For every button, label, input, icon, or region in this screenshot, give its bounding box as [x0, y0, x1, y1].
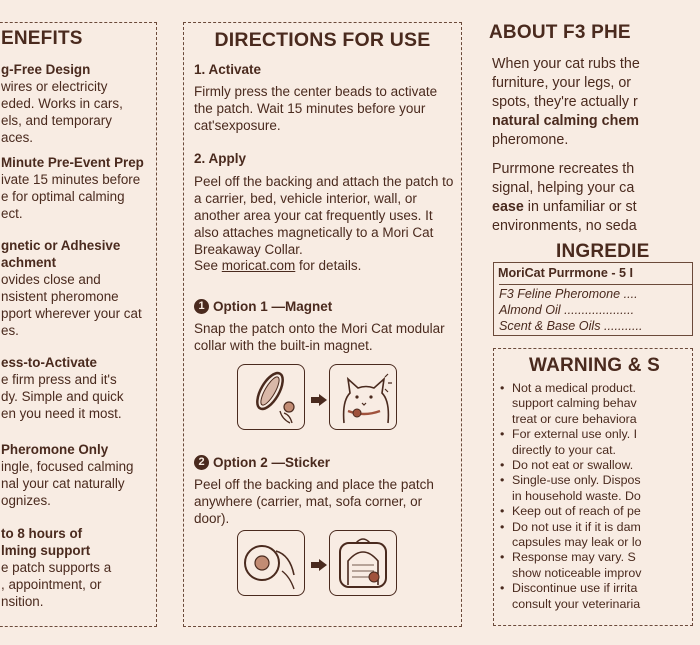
ingredients-divider	[499, 284, 692, 285]
benefit-title: Minute Pre-Event Prep	[1, 155, 144, 170]
see-suffix: for details.	[295, 258, 362, 273]
warning-item: • Discontinue use if irrita consult your veterinaria	[500, 581, 700, 612]
benefit-item	[0, 525, 153, 610]
see-prefix: See	[194, 258, 222, 273]
ingredients-title: INGREDIE	[556, 241, 650, 262]
benefit-text: e patch supports a , appointment, or nsition.	[1, 560, 112, 609]
magnet-attach-illustration	[237, 364, 305, 430]
warning-item: • Response may vary. S show noticeable improv	[500, 550, 700, 581]
benefit-text: wires or electricity eded. Works in cars, els, and temporary aces.	[1, 79, 123, 145]
directions-title: DIRECTIONS FOR USE	[214, 29, 431, 51]
warning-item: • Single-use only. Dispos in household waste. Do	[500, 473, 700, 504]
see-line	[194, 257, 456, 274]
option2-heading	[194, 455, 330, 470]
warning-item: • For external use only. I directly to your cat.	[500, 427, 700, 458]
benefit-item	[0, 154, 153, 222]
ingredient-item: Almond Oil ....................	[499, 303, 635, 317]
benefit-title: gnetic or Adhesive achment	[1, 238, 121, 270]
arrow-right-icon	[311, 394, 327, 406]
about-para1-bold: natural calming chem	[492, 113, 639, 129]
warning-title: WARNING & S	[529, 355, 660, 376]
option1-title: Option 1 —Magnet	[213, 299, 333, 314]
warning-panel	[493, 348, 693, 626]
ingredients-header: MoriCat Purrmone - 5 I	[498, 266, 634, 280]
cat-collar-illustration	[329, 364, 397, 430]
warning-list	[500, 381, 700, 612]
benefit-title: to 8 hours of lming support	[1, 526, 91, 558]
warning-item: • Keep out of reach of pe	[500, 504, 700, 519]
step1-title: 1. Activate	[194, 62, 262, 77]
option1-heading	[194, 299, 332, 314]
option1-number-icon: 1	[194, 299, 209, 314]
option2-text: Peel off the backing and place the patch anywhere (carrier, mat, sofa corner, or door).	[194, 477, 434, 526]
option2-title: Option 2 —Sticker	[213, 455, 331, 470]
option2-number-icon: 2	[194, 455, 209, 470]
option1-text: Snap the patch onto the Mori Cat modular collar with the built-in magnet.	[194, 321, 445, 353]
moricat-link[interactable]: moricat.com	[221, 258, 296, 273]
benefit-title: g-Free Design	[1, 62, 91, 77]
ingredient-item: Scent & Base Oils ...........	[499, 319, 643, 333]
about-para1-b: pheromone.	[492, 132, 569, 148]
about-para2-a: Purrmone recreates th signal, helping your ca	[492, 161, 635, 196]
ingredients-box	[493, 262, 693, 336]
step1-text: Firmly press the center beads to activate the patch. Wait 15 minutes before your cat'sexposure.	[194, 84, 438, 133]
benefit-text: ingle, focused calming nal your cat naturally ognizes.	[1, 459, 134, 508]
benefit-text: e firm press and it's dy. Simple and quick en you need it most.	[1, 372, 124, 421]
ingredient-item: F3 Feline Pheromone ....	[499, 287, 638, 301]
warning-item: • Not a medical product. support calming behav treat or cure behaviora	[500, 381, 700, 427]
step2-text: Peel off the backing and attach the patch to a carrier, bed, vehicle interior, wall, or another area your cat frequently uses. It also attaches magnetically to a Mori Cat Breakaway Collar.	[194, 174, 454, 257]
benefit-item	[0, 61, 153, 146]
benefits-title: ENEFITS	[1, 28, 83, 49]
benefit-text: ivate 15 minutes before e for optimal calming ect.	[1, 172, 141, 221]
about-para2-bold: ease	[492, 199, 524, 215]
directions-panel	[183, 22, 462, 627]
about-para1	[492, 55, 692, 150]
about-para2	[492, 160, 692, 236]
about-para1-a: When your cat rubs the furniture, your legs, or spots, they're actually r	[492, 56, 640, 110]
about-title: ABOUT F3 PHE	[489, 22, 631, 43]
benefits-panel	[0, 22, 157, 627]
benefit-item	[0, 237, 153, 339]
warning-item: • Do not eat or swallow.	[500, 458, 700, 473]
warning-item: • Do not use it if it is dam capsules may leak or lo	[500, 520, 700, 551]
benefit-title: Pheromone Only	[1, 442, 109, 457]
benefit-item	[0, 354, 153, 422]
arrow-right-icon	[311, 559, 327, 571]
cat-carrier-illustration	[329, 530, 397, 596]
benefit-item	[0, 441, 153, 509]
about-para2-b: in unfamiliar or st environments, no seda	[492, 199, 637, 234]
benefit-title: ess-to-Activate	[1, 355, 97, 370]
step2-title: 2. Apply	[194, 151, 247, 166]
peel-backing-illustration	[237, 530, 305, 596]
benefit-text: ovides close and nsistent pheromone pport wherever your cat es.	[1, 272, 142, 338]
